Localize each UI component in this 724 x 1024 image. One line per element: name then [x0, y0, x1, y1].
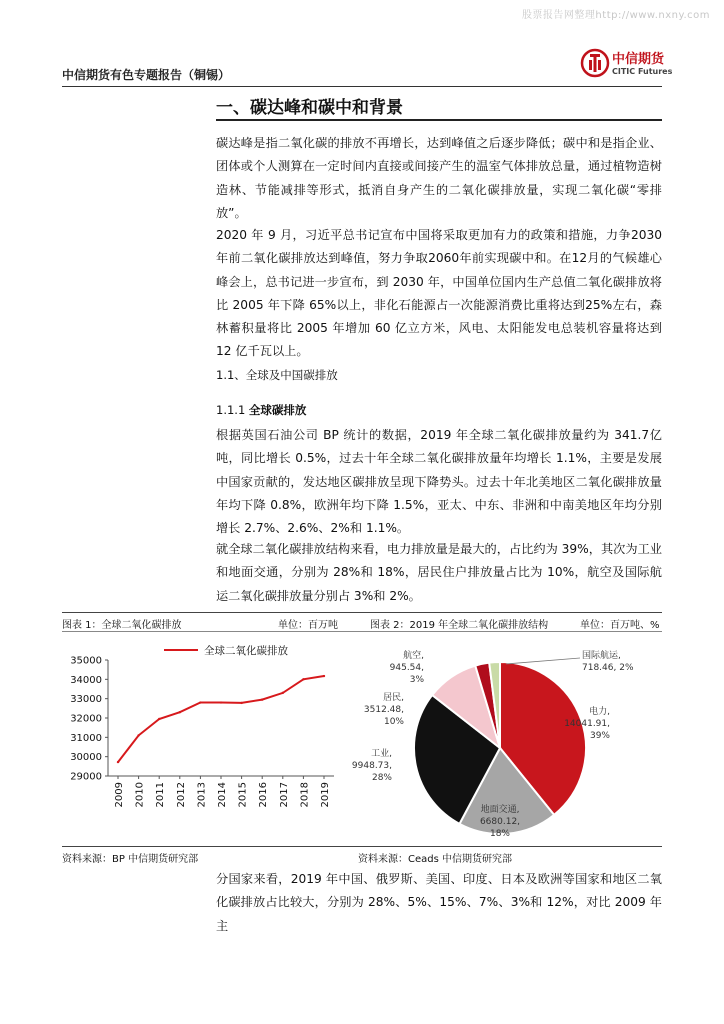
series-line-global-co2 — [118, 676, 324, 762]
pie-label: 718.46, 2% — [582, 663, 634, 673]
paragraph-policy: 2020 年 9 月，习近平总书记宣布中国将采取更加有力的政策和措施，力争2030年前二氧化碳排放达到峰值，努力争取2060年前实现碳中和。在12月的气候雄心峰会上，总书记进一步宣布，到 2030 年，中国单位国内生产总值二氧化碳排放将比 2005 年下降 65%以上，非化石能源占一次能源消费比重将达到25%左右，森林蓄积量将比 2005 年增加 60 亿立方米，风电、太阳能发电总装机容量将达到 12 亿千瓦以上。 — [216, 228, 662, 359]
data-point — [220, 701, 222, 703]
x-tick-label: 2011 — [155, 782, 167, 808]
figure-caption-rule — [62, 631, 662, 632]
pie-label: 3% — [409, 675, 424, 685]
data-point — [282, 692, 284, 694]
figure1-source: 资料来源：BP 中信期货研究部 — [62, 854, 199, 865]
pie-label: 工业, — [371, 749, 392, 759]
pie-label: 居民, — [383, 693, 404, 703]
data-point — [158, 718, 160, 720]
pie-label: 电力, — [589, 707, 610, 717]
paragraph-bp-data: 根据英国石油公司 BP 统计的数据，2019 年全球二氧化碳排放量约为 341.7亿吨，同比增长 0.5%，过去十年全球二氧化碳排放量年均增长 1.1%，主要是发展中国家贡献的，发达地区碳排放呈现下降势头。过去十年北美地区二氧化碳排放量年均下降 0.8%，欧洲年均下降 1.5%，亚太、中东、非洲和中南美地区年均分别增长 2.7%、2.6%、2%和 1.1%。 — [216, 428, 662, 536]
legend-label: 全球二氧化碳排放 — [204, 645, 288, 657]
logo-text-en: CITIC Futures — [612, 67, 673, 76]
report-title: 中信期货有色专题报告（铜锡） — [62, 68, 231, 82]
subsubsection-number: 1.1.1 — [216, 403, 246, 417]
data-point — [117, 761, 119, 763]
citic-logo-icon — [580, 48, 610, 78]
subsection-title: 1.1、全球及中国碳排放 — [216, 368, 338, 382]
y-tick-label: 32000 — [70, 713, 102, 725]
y-tick-label: 29000 — [70, 771, 102, 783]
x-tick-label: 2010 — [134, 782, 146, 808]
pie-chart — [351, 636, 662, 844]
pie-label: 945.54, — [389, 663, 424, 673]
y-tick-label: 30000 — [70, 752, 102, 764]
x-tick-label: 2018 — [299, 782, 311, 808]
company-logo — [580, 46, 690, 80]
paragraph-carbon-definition: 碳达峰是指二氧化碳的排放不再增长，达到峰值之后逐步降低；碳中和是指企业、团体或个人测算在一定时间内直接或间接产生的温室气体排放总量，通过植物造树造林、节能减排等形式，抵消自身产生的二氧化碳排放量，实现二氧化碳“零排放”。 — [216, 136, 662, 220]
subsubsection-label: 全球碳排放 — [248, 403, 307, 417]
y-tick-label: 35000 — [70, 655, 102, 667]
x-tick-label: 2019 — [320, 782, 331, 808]
pie-label: 3512.48, — [363, 705, 404, 715]
y-tick-label: 33000 — [70, 694, 102, 706]
pie-label: 国际航运, — [582, 651, 621, 661]
pie-leader-line — [506, 658, 580, 664]
pie-label: 6680.12, — [479, 817, 521, 827]
pie-label: 9948.73, — [351, 761, 392, 771]
header-divider — [62, 86, 662, 87]
pie-label: 10% — [383, 717, 404, 727]
figure1-caption: 图表 1：全球二氧化碳排放 — [62, 620, 182, 631]
pie-label: 28% — [371, 773, 392, 783]
section-heading-underline — [216, 119, 662, 121]
figure-bottom-rule — [62, 846, 662, 847]
x-tick-label: 2013 — [196, 782, 208, 808]
y-tick-label: 34000 — [70, 674, 102, 686]
data-point — [302, 678, 304, 680]
paragraph-structure: 就全球二氧化碳排放结构来看，电力排放量是最大的，占比约为 39%，其次为工业和地面交通，分别为 28%和 18%，居民住户排放量占比为 10%，航空及国际航运二氧化碳排放量分别占 3%和 2%。 — [216, 542, 662, 603]
pie-label: 地面交通, — [480, 805, 520, 815]
line-chart — [62, 636, 352, 836]
x-tick-label: 2009 — [114, 782, 125, 808]
data-point — [179, 711, 181, 713]
section-heading: 一、碳达峰和碳中和背景 — [216, 98, 403, 118]
figure2-source: 资料来源：Ceads 中信期货研究部 — [358, 854, 512, 865]
figure2-unit: 单位：百万吨、% — [580, 620, 660, 631]
y-tick-label: 31000 — [70, 732, 102, 744]
x-tick-label: 2015 — [237, 782, 249, 808]
pie-label: 39% — [589, 731, 610, 741]
x-tick-label: 2012 — [175, 782, 187, 808]
figure2-caption: 图表 2：2019 年全球二氧化碳排放结构 — [370, 620, 549, 631]
figure1-unit: 单位：百万吨 — [278, 620, 338, 631]
x-tick-label: 2017 — [278, 782, 290, 808]
data-point — [199, 701, 201, 703]
x-tick-label: 2016 — [258, 782, 270, 808]
logo-text-cn: 中信期货 — [612, 52, 665, 67]
x-tick-label: 2014 — [217, 782, 228, 808]
pie-label: 14041.91, — [564, 719, 610, 729]
pie-label: 18% — [489, 829, 511, 839]
data-point — [323, 675, 325, 677]
data-point — [137, 734, 139, 736]
watermark: 股票报告网整理http://www.nxny.com — [521, 10, 710, 21]
pie-label: 航空, — [403, 651, 424, 661]
data-point — [261, 698, 263, 700]
figure-top-rule — [62, 612, 662, 613]
paragraph-countries: 分国家来看，2019 年中国、俄罗斯、美国、印度、日本及欧洲等国家和地区二氧化碳排放占比较大，分别为 28%、5%、15%、7%、3%和 12%，对比 2009 年主 — [216, 872, 662, 933]
subsubsection-title — [216, 402, 306, 418]
data-point — [240, 702, 242, 704]
